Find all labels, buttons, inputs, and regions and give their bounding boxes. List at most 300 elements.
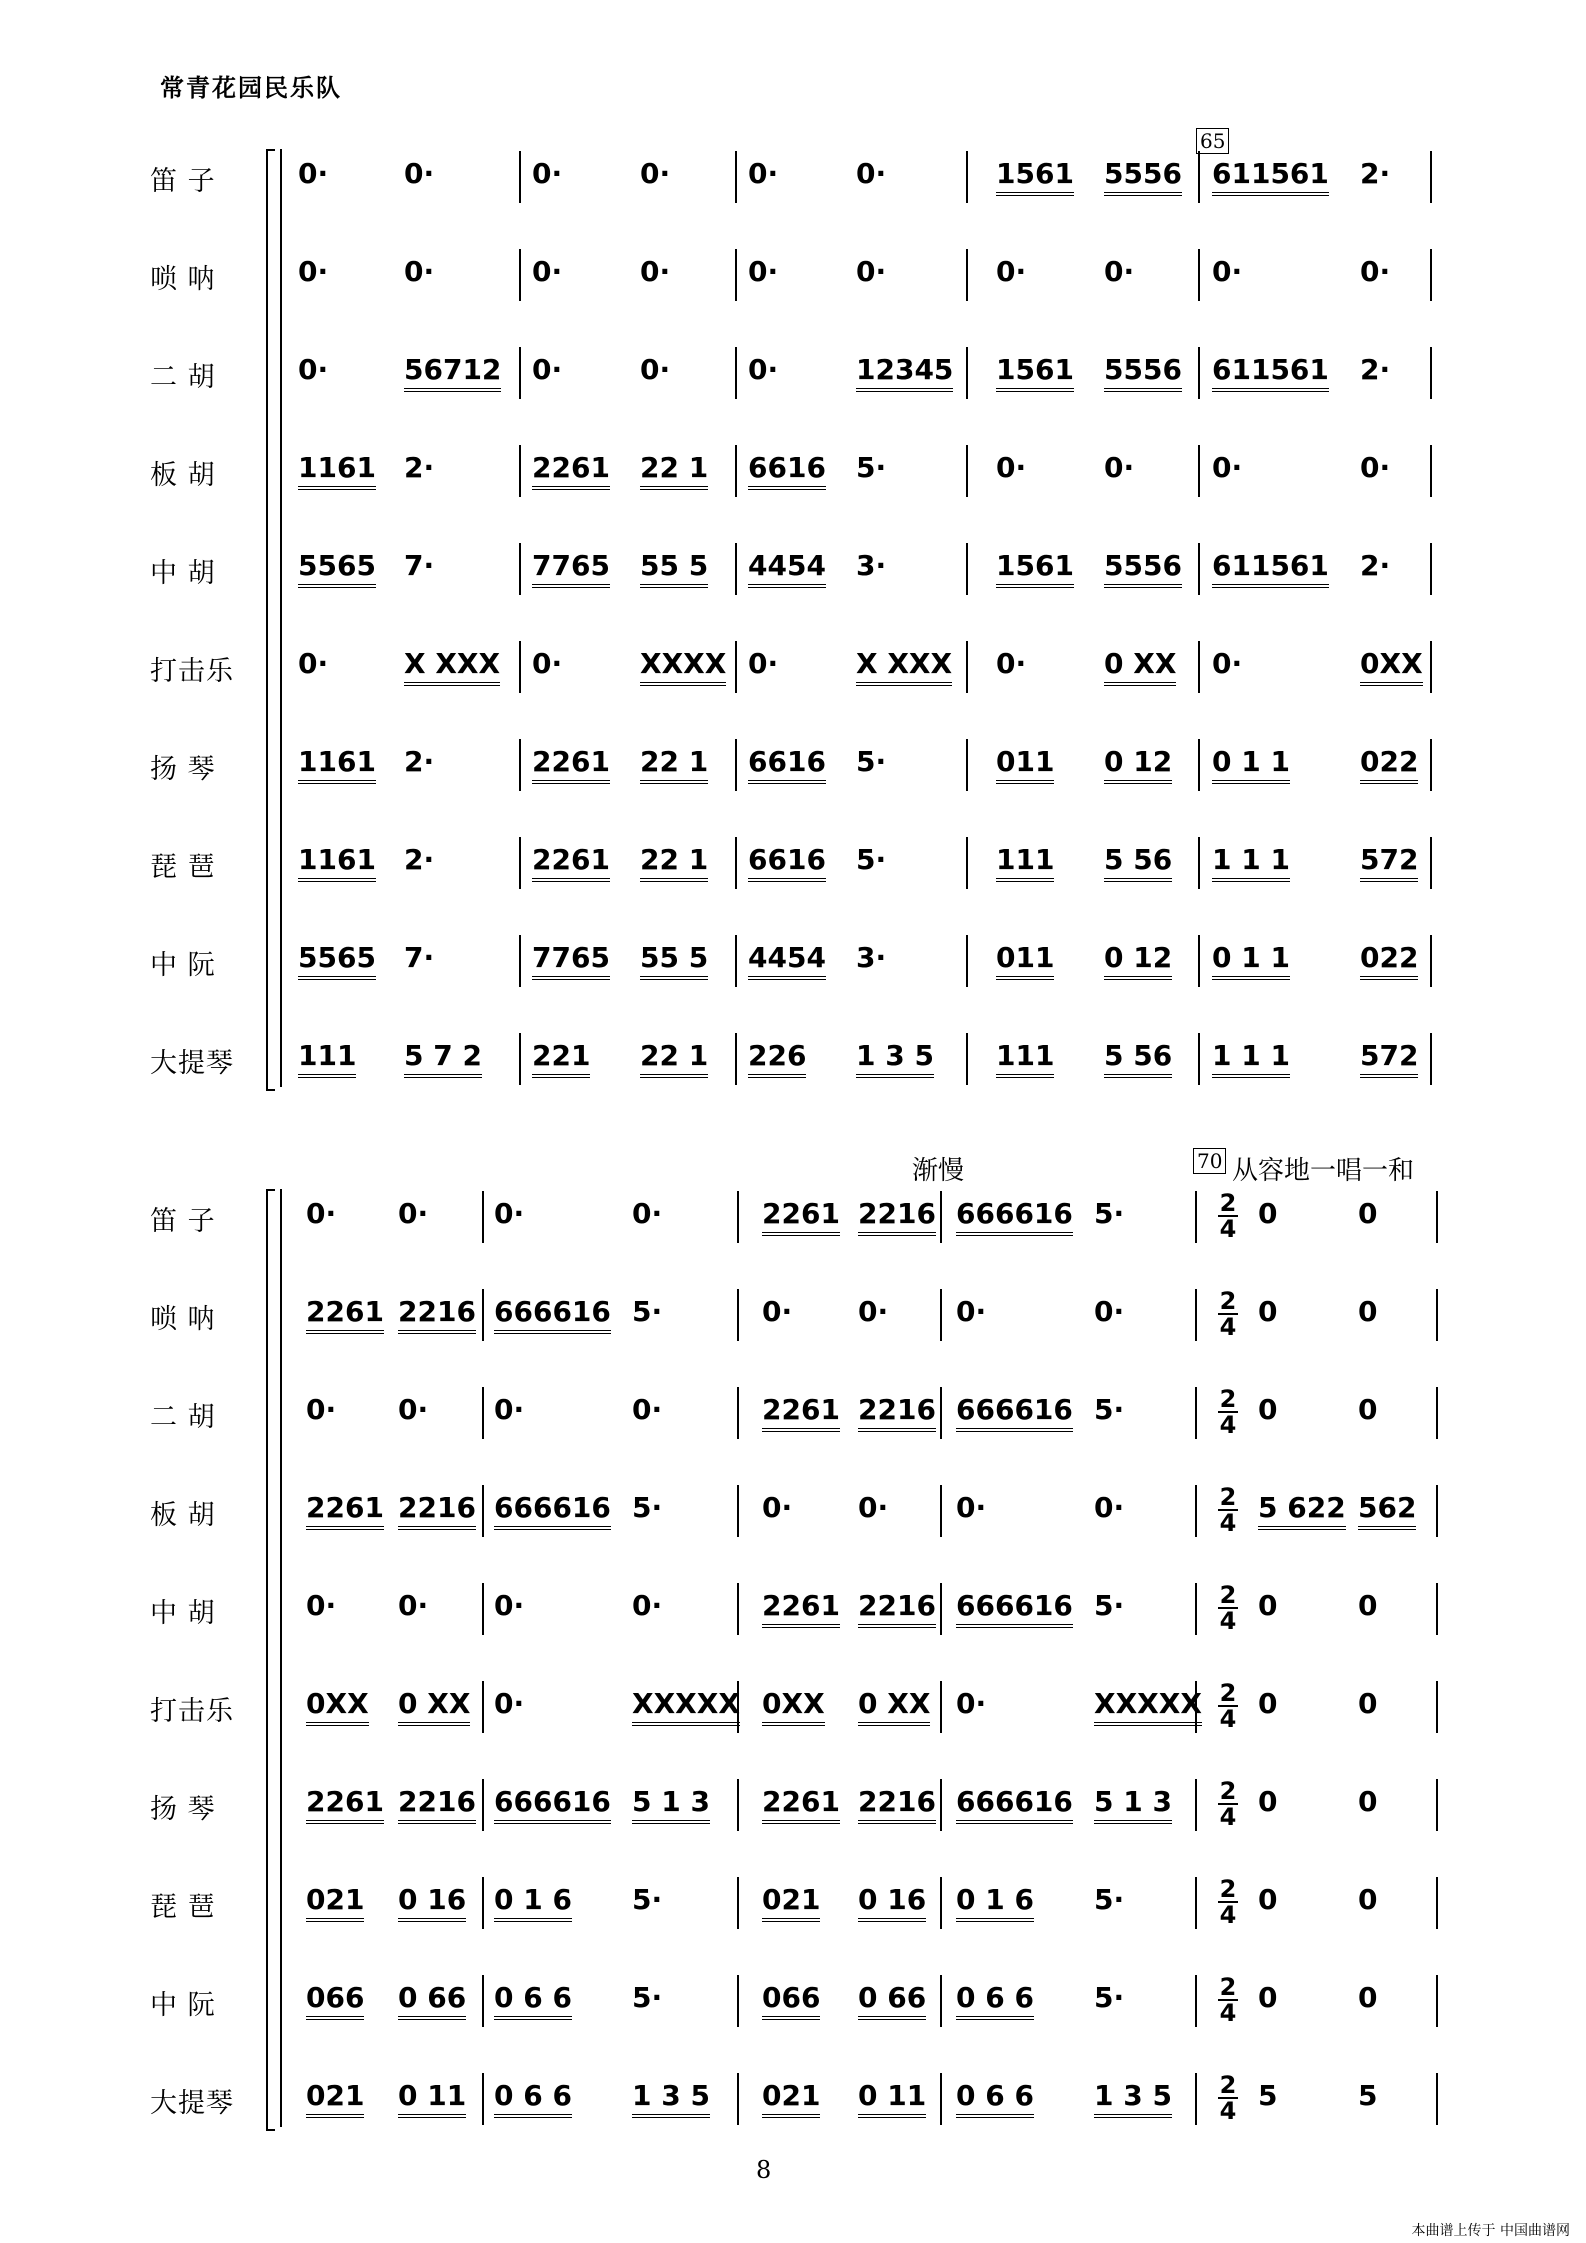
barline <box>940 1485 942 1537</box>
note-group: 6616 <box>748 843 826 882</box>
barline <box>1430 641 1432 693</box>
note-group: 12345 <box>856 353 953 392</box>
instrument-label: 打击乐 <box>150 1696 234 1727</box>
note-group: 5· <box>632 1981 663 2014</box>
note-group: 0 <box>1258 1883 1278 1916</box>
note-group: 0 66 <box>858 1981 926 2020</box>
footer-credit: 本曲谱上传于 中国曲谱网 <box>1411 2223 1570 2239</box>
instrument-label: 大提琴 <box>150 2088 234 2119</box>
note-group: 0· <box>762 1295 793 1328</box>
measure-number-65: 65 <box>1196 128 1229 154</box>
note-group: 2261 <box>532 843 610 882</box>
instrument-label: 二 胡 <box>150 362 216 393</box>
expression-mark: 从容地一唱一和 <box>1232 1156 1415 1186</box>
time-signature: $\frac{2}{4}$ <box>1219 2071 1237 2125</box>
note-group: 2216 <box>398 1295 476 1334</box>
note-group: 5 7 2 <box>404 1039 482 1078</box>
barline <box>1430 347 1432 399</box>
note-group: 2· <box>404 451 435 484</box>
barline <box>737 1387 739 1439</box>
note-group: 0· <box>858 1295 889 1328</box>
barline <box>1198 543 1200 595</box>
time-signature: $\frac{2}{4}$ <box>1219 1581 1237 1635</box>
note-group: 3· <box>856 549 887 582</box>
barline <box>940 1387 942 1439</box>
system-start-barline <box>280 1189 282 2127</box>
note-group: 1 3 5 <box>632 2079 710 2118</box>
note-group: 0 <box>1358 1981 1378 2014</box>
time-signature: $\frac{2}{4}$ <box>1219 1777 1237 1831</box>
barline <box>940 1583 942 1635</box>
barline <box>519 641 521 693</box>
barline <box>1198 1033 1200 1085</box>
note-group: 2261 <box>762 1785 840 1824</box>
note-group: XXXXX <box>1094 1687 1202 1726</box>
note-group: 5 1 3 <box>632 1785 710 1824</box>
barline <box>737 1191 739 1243</box>
note-group: X XXX <box>856 647 952 686</box>
barline <box>940 1975 942 2027</box>
barline <box>1436 1583 1438 1635</box>
note-group: 0 <box>1358 1589 1378 1622</box>
note-group: 2261 <box>306 1491 384 1530</box>
barline <box>1436 1191 1438 1243</box>
barline <box>940 2073 942 2125</box>
page-number: 8 <box>756 2156 772 2184</box>
note-group: 1 3 5 <box>1094 2079 1172 2118</box>
barline <box>1195 1583 1197 1635</box>
barline <box>737 1975 739 2027</box>
note-group: 1 3 5 <box>856 1039 934 1078</box>
barline <box>519 249 521 301</box>
barline <box>482 1485 484 1537</box>
note-group: 0· <box>398 1589 429 1622</box>
note-group: 7· <box>404 941 435 974</box>
note-group: 0· <box>1212 451 1243 484</box>
note-group: 021 <box>762 1883 820 1922</box>
barline <box>482 1191 484 1243</box>
score-system-1 <box>0 95 1586 1079</box>
barline <box>482 2073 484 2125</box>
note-group: XXXXX <box>632 1687 740 1726</box>
barline <box>1436 1681 1438 1733</box>
barline <box>1430 1033 1432 1085</box>
note-group: 0 <box>1258 1589 1278 1622</box>
note-group: 0· <box>494 1687 525 1720</box>
instrument-label: 中 阮 <box>150 1990 216 2021</box>
barline <box>519 935 521 987</box>
note-group: 0· <box>494 1589 525 1622</box>
note-group: 0 11 <box>858 2079 926 2118</box>
note-group: 0· <box>532 255 563 288</box>
barline <box>1195 1191 1197 1243</box>
note-group: 0· <box>762 1491 793 1524</box>
note-group: 0· <box>640 255 671 288</box>
note-group: 0XX <box>762 1687 825 1726</box>
note-group: 0 <box>1258 1197 1278 1230</box>
note-group: 5· <box>632 1295 663 1328</box>
note-group: 0· <box>1094 1491 1125 1524</box>
note-group: 5 <box>1358 2079 1378 2112</box>
barline <box>1198 445 1200 497</box>
note-group: 1561 <box>996 353 1074 392</box>
note-group: 0 16 <box>858 1883 926 1922</box>
note-group: 5· <box>1094 1393 1125 1426</box>
barline <box>519 445 521 497</box>
note-group: 0 <box>1358 1687 1378 1720</box>
note-group: 066 <box>762 1981 820 2020</box>
barline <box>1198 935 1200 987</box>
barline <box>1430 935 1432 987</box>
time-signature: $\frac{2}{4}$ <box>1219 1483 1237 1537</box>
barline <box>519 739 521 791</box>
note-group: 5556 <box>1104 353 1182 392</box>
barline <box>940 1877 942 1929</box>
note-group: 666616 <box>956 1197 1073 1236</box>
note-group: 56712 <box>404 353 501 392</box>
barline <box>519 151 521 203</box>
barline <box>735 445 737 497</box>
note-group: 0· <box>398 1393 429 1426</box>
instrument-label: 琵 琶 <box>150 852 216 883</box>
note-group: 111 <box>996 843 1054 882</box>
note-group: 011 <box>996 941 1054 980</box>
barline <box>735 739 737 791</box>
note-group: 22 1 <box>640 451 708 490</box>
system-bracket <box>266 149 275 1091</box>
note-group: 0· <box>956 1491 987 1524</box>
barline <box>482 1779 484 1831</box>
note-group: 666616 <box>956 1393 1073 1432</box>
note-group: 2261 <box>532 745 610 784</box>
note-group: 021 <box>306 1883 364 1922</box>
barline <box>519 543 521 595</box>
note-group: 0· <box>532 647 563 680</box>
note-group: 22 1 <box>640 843 708 882</box>
note-group: 0· <box>398 1197 429 1230</box>
note-group: 611561 <box>1212 157 1329 196</box>
barline <box>482 1583 484 1635</box>
note-group: 2· <box>404 745 435 778</box>
note-group: 5565 <box>298 549 376 588</box>
note-group: 5· <box>1094 1883 1125 1916</box>
note-group: 1161 <box>298 745 376 784</box>
note-group: 5· <box>632 1491 663 1524</box>
note-group: 4454 <box>748 549 826 588</box>
barline <box>1195 1779 1197 1831</box>
barline <box>966 1033 968 1085</box>
instrument-label: 唢 呐 <box>150 264 216 295</box>
barline <box>519 837 521 889</box>
note-group: 55 5 <box>640 549 708 588</box>
note-group: 0 1 6 <box>956 1883 1034 1922</box>
note-group: 5· <box>856 745 887 778</box>
note-group: 2261 <box>762 1589 840 1628</box>
note-group: 22 1 <box>640 1039 708 1078</box>
note-group: 0 <box>1358 1883 1378 1916</box>
note-group: 2· <box>1360 157 1391 190</box>
note-group: 2261 <box>532 451 610 490</box>
time-signature: $\frac{2}{4}$ <box>1219 1973 1237 2027</box>
note-group: 5556 <box>1104 549 1182 588</box>
note-group: 5556 <box>1104 157 1182 196</box>
note-group: 0XX <box>1360 647 1423 686</box>
note-group: 011 <box>996 745 1054 784</box>
note-group: 7· <box>404 549 435 582</box>
barline <box>1198 641 1200 693</box>
note-group: 6616 <box>748 451 826 490</box>
note-group: 0· <box>404 157 435 190</box>
note-group: 0· <box>306 1197 337 1230</box>
instrument-label: 笛 子 <box>150 1206 216 1237</box>
note-group: 2216 <box>858 1393 936 1432</box>
note-group: 611561 <box>1212 549 1329 588</box>
barline <box>1195 1387 1197 1439</box>
barline <box>1198 347 1200 399</box>
note-group: 0· <box>298 353 329 386</box>
barline <box>1436 1975 1438 2027</box>
note-group: 5· <box>632 1883 663 1916</box>
note-group: 2· <box>404 843 435 876</box>
barline <box>940 1779 942 1831</box>
note-group: 0XX <box>306 1687 369 1726</box>
note-group: 5 <box>1258 2079 1278 2112</box>
note-group: 111 <box>298 1039 356 1078</box>
barline <box>735 249 737 301</box>
barline <box>1195 1289 1197 1341</box>
barline <box>1436 1485 1438 1537</box>
barline <box>737 1779 739 1831</box>
note-group: 0· <box>640 157 671 190</box>
note-group: 2216 <box>858 1197 936 1236</box>
note-group: 2261 <box>762 1393 840 1432</box>
system-bracket <box>266 1189 275 2131</box>
note-group: 0· <box>306 1589 337 1622</box>
note-group: 5 56 <box>1104 1039 1172 1078</box>
note-group: 2261 <box>306 1785 384 1824</box>
barline <box>735 641 737 693</box>
note-group: 1 1 1 <box>1212 1039 1290 1078</box>
note-group: 0 12 <box>1104 941 1172 980</box>
note-group: 0· <box>748 255 779 288</box>
barline <box>482 1387 484 1439</box>
note-group: 666616 <box>494 1295 611 1334</box>
note-group: 0· <box>640 353 671 386</box>
note-group: 5· <box>1094 1197 1125 1230</box>
instrument-label: 琵 琶 <box>150 1892 216 1923</box>
note-group: 2216 <box>398 1785 476 1824</box>
note-group: 5· <box>856 451 887 484</box>
barline <box>1195 1975 1197 2027</box>
barline <box>1195 2073 1197 2125</box>
note-group: 0· <box>532 157 563 190</box>
barline <box>1430 543 1432 595</box>
note-group: 0· <box>298 647 329 680</box>
note-group: 0· <box>494 1197 525 1230</box>
note-group: 0· <box>632 1393 663 1426</box>
note-group: 0· <box>298 157 329 190</box>
note-group: 6616 <box>748 745 826 784</box>
note-group: 0 12 <box>1104 745 1172 784</box>
barline <box>735 151 737 203</box>
note-group: XXXX <box>640 647 726 686</box>
note-group: 0· <box>956 1295 987 1328</box>
barline <box>1430 151 1432 203</box>
note-group: 2216 <box>858 1589 936 1628</box>
note-group: 2· <box>1360 549 1391 582</box>
note-group: 0· <box>748 157 779 190</box>
note-group: 0 <box>1358 1295 1378 1328</box>
barline <box>1198 837 1200 889</box>
note-group: 7765 <box>532 549 610 588</box>
instrument-label: 二 胡 <box>150 1402 216 1433</box>
note-group: 022 <box>1360 941 1418 980</box>
note-group: 562 <box>1358 1491 1416 1530</box>
instrument-label: 中 胡 <box>150 558 216 589</box>
note-group: 0· <box>1094 1295 1125 1328</box>
note-group: 0 6 6 <box>494 2079 572 2118</box>
note-group: 1161 <box>298 451 376 490</box>
note-group: 0 6 6 <box>494 1981 572 2020</box>
note-group: 2216 <box>398 1491 476 1530</box>
note-group: 226 <box>748 1039 806 1078</box>
instrument-label: 板 胡 <box>150 460 216 491</box>
note-group: 2· <box>1360 353 1391 386</box>
note-group: 0· <box>1104 451 1135 484</box>
note-group: 0· <box>956 1687 987 1720</box>
barline <box>519 1033 521 1085</box>
tempo-mark: 渐慢 <box>912 1156 965 1186</box>
note-group: 0 6 6 <box>956 1981 1034 2020</box>
note-group: 0· <box>632 1589 663 1622</box>
note-group: 5 622 <box>1258 1491 1346 1530</box>
note-group: 666616 <box>956 1589 1073 1628</box>
instrument-label: 唢 呐 <box>150 1304 216 1335</box>
note-group: 0 1 6 <box>494 1883 572 1922</box>
barline <box>1430 837 1432 889</box>
note-group: 0 <box>1358 1393 1378 1426</box>
instrument-label: 板 胡 <box>150 1500 216 1531</box>
note-group: 1161 <box>298 843 376 882</box>
note-group: 0 <box>1358 1197 1378 1230</box>
note-group: 666616 <box>494 1491 611 1530</box>
note-group: 0 <box>1258 1785 1278 1818</box>
note-group: 0· <box>1212 255 1243 288</box>
note-group: 022 <box>1360 745 1418 784</box>
note-group: 021 <box>306 2079 364 2118</box>
note-group: 5· <box>1094 1981 1125 2014</box>
time-signature: $\frac{2}{4}$ <box>1219 1679 1237 1733</box>
barline <box>737 1485 739 1537</box>
note-group: 2261 <box>762 1197 840 1236</box>
barline <box>482 1289 484 1341</box>
barline <box>1436 1289 1438 1341</box>
barline <box>735 1033 737 1085</box>
note-group: 0 XX <box>1104 647 1176 686</box>
barline <box>966 739 968 791</box>
note-group: 0 <box>1258 1393 1278 1426</box>
note-group: 5· <box>1094 1589 1125 1622</box>
note-group: 1 1 1 <box>1212 843 1290 882</box>
note-group: 0· <box>306 1393 337 1426</box>
note-group: 0 XX <box>398 1687 470 1726</box>
note-group: 5 56 <box>1104 843 1172 882</box>
barline <box>735 935 737 987</box>
barline <box>1436 1779 1438 1831</box>
barline <box>735 347 737 399</box>
instrument-label: 笛 子 <box>150 166 216 197</box>
note-group: 55 5 <box>640 941 708 980</box>
note-group: 1561 <box>996 549 1074 588</box>
note-group: 111 <box>996 1039 1054 1078</box>
time-signature: $\frac{2}{4}$ <box>1219 1385 1237 1439</box>
note-group: 0 <box>1258 1981 1278 2014</box>
barline <box>1198 739 1200 791</box>
note-group: 0 1 1 <box>1212 941 1290 980</box>
barline <box>940 1681 942 1733</box>
note-group: 0 1 1 <box>1212 745 1290 784</box>
barline <box>482 1975 484 2027</box>
note-group: 666616 <box>956 1785 1073 1824</box>
page-header: 常青花园民乐队 <box>160 73 342 102</box>
barline <box>1195 1877 1197 1929</box>
measure-number-70: 70 <box>1193 1148 1226 1174</box>
instrument-label: 扬 琴 <box>150 754 216 785</box>
barline <box>482 1877 484 1929</box>
instrument-label: 大提琴 <box>150 1048 234 1079</box>
barline <box>735 837 737 889</box>
barline <box>737 1877 739 1929</box>
instrument-label: 中 阮 <box>150 950 216 981</box>
note-group: 0 16 <box>398 1883 466 1922</box>
note-group: 0· <box>1360 451 1391 484</box>
note-group: 0 6 6 <box>956 2079 1034 2118</box>
note-group: 666616 <box>494 1785 611 1824</box>
note-group: 066 <box>306 1981 364 2020</box>
note-group: 0· <box>632 1197 663 1230</box>
note-group: 0· <box>748 353 779 386</box>
note-group: 7765 <box>532 941 610 980</box>
note-group: 0· <box>1212 647 1243 680</box>
note-group: 5565 <box>298 941 376 980</box>
note-group: 2216 <box>858 1785 936 1824</box>
barline <box>519 347 521 399</box>
barline <box>737 2073 739 2125</box>
barline <box>966 249 968 301</box>
note-group: 22 1 <box>640 745 708 784</box>
note-group: 0· <box>856 255 887 288</box>
note-group: 0· <box>996 255 1027 288</box>
note-group: 0· <box>996 647 1027 680</box>
note-group: 0· <box>1360 255 1391 288</box>
note-group: 0· <box>858 1491 889 1524</box>
barline <box>966 641 968 693</box>
barline <box>1198 249 1200 301</box>
note-group: 5 1 3 <box>1094 1785 1172 1824</box>
note-group: 0· <box>494 1393 525 1426</box>
barline <box>1195 1485 1197 1537</box>
note-group: X XXX <box>404 647 500 686</box>
note-group: 0 XX <box>858 1687 930 1726</box>
barline <box>1436 1387 1438 1439</box>
note-group: 221 <box>532 1039 590 1078</box>
barline <box>737 1583 739 1635</box>
barline <box>482 1681 484 1733</box>
time-signature: $\frac{2}{4}$ <box>1219 1189 1237 1243</box>
barline <box>966 445 968 497</box>
barline <box>735 543 737 595</box>
note-group: 611561 <box>1212 353 1329 392</box>
